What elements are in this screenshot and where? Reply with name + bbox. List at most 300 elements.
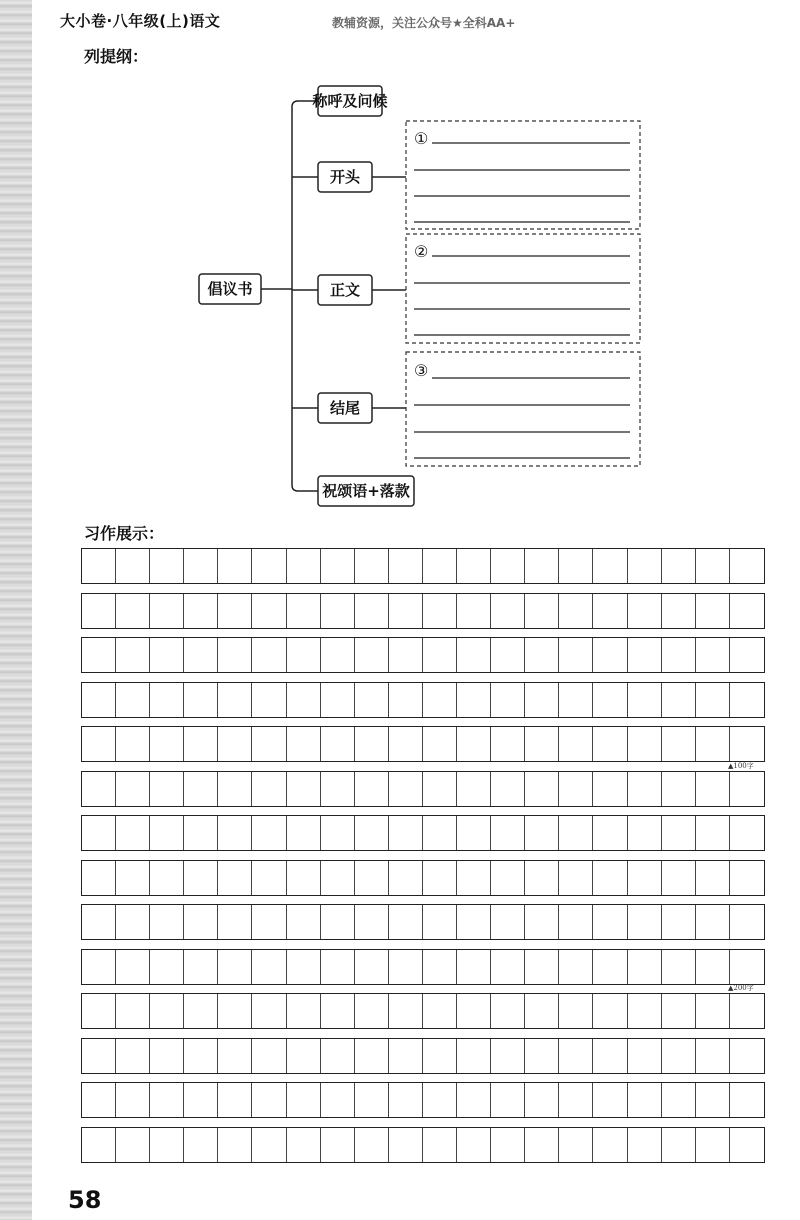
grid-cell[interactable] bbox=[525, 549, 559, 583]
grid-cell[interactable] bbox=[593, 549, 627, 583]
grid-cell[interactable] bbox=[457, 816, 491, 850]
grid-cell[interactable] bbox=[662, 727, 696, 761]
grid-cell[interactable] bbox=[730, 950, 764, 984]
grid-row bbox=[81, 593, 765, 629]
grid-cell[interactable] bbox=[252, 861, 286, 895]
grid-cell[interactable] bbox=[662, 638, 696, 672]
grid-cell[interactable] bbox=[696, 1128, 730, 1162]
grid-cell[interactable] bbox=[662, 683, 696, 717]
grid-cell[interactable] bbox=[491, 638, 525, 672]
grid-cell[interactable] bbox=[491, 950, 525, 984]
grid-cell[interactable] bbox=[457, 994, 491, 1028]
grid-cell[interactable] bbox=[321, 1039, 355, 1073]
grid-cell[interactable] bbox=[559, 905, 593, 939]
grid-cell[interactable] bbox=[321, 1128, 355, 1162]
grid-cell[interactable] bbox=[355, 905, 389, 939]
grid-cell[interactable] bbox=[628, 861, 662, 895]
grid-cell[interactable] bbox=[525, 1128, 559, 1162]
grid-cell[interactable] bbox=[696, 772, 730, 806]
grid-cell[interactable] bbox=[457, 549, 491, 583]
grid-cell[interactable] bbox=[252, 816, 286, 850]
grid-cell[interactable] bbox=[150, 950, 184, 984]
grid-cell[interactable] bbox=[355, 683, 389, 717]
grid-cell[interactable] bbox=[559, 861, 593, 895]
grid-cell[interactable] bbox=[491, 1128, 525, 1162]
grid-cell[interactable] bbox=[355, 816, 389, 850]
grid-cell[interactable] bbox=[287, 905, 321, 939]
grid-cell[interactable] bbox=[287, 816, 321, 850]
grid-cell[interactable] bbox=[389, 816, 423, 850]
grid-cell[interactable] bbox=[184, 594, 218, 628]
grid-cell[interactable] bbox=[423, 549, 457, 583]
grid-cell[interactable] bbox=[116, 683, 150, 717]
word-count-mark-200: ▲200字 bbox=[728, 984, 754, 992]
grid-cell[interactable] bbox=[287, 594, 321, 628]
grid-cell[interactable] bbox=[559, 950, 593, 984]
grid-cell[interactable] bbox=[252, 727, 286, 761]
grid-cell[interactable] bbox=[321, 861, 355, 895]
grid-cell[interactable] bbox=[525, 950, 559, 984]
grid-cell[interactable] bbox=[593, 861, 627, 895]
grid-cell[interactable] bbox=[321, 638, 355, 672]
grid-cell[interactable] bbox=[218, 950, 252, 984]
grid-cell[interactable] bbox=[628, 905, 662, 939]
grid-cell[interactable] bbox=[730, 772, 764, 806]
page-number: 58 bbox=[68, 1186, 102, 1214]
grid-cell[interactable] bbox=[696, 727, 730, 761]
grid-cell[interactable] bbox=[116, 861, 150, 895]
grid-cell[interactable] bbox=[389, 1128, 423, 1162]
grid-cell[interactable] bbox=[491, 905, 525, 939]
grid-cell[interactable] bbox=[628, 950, 662, 984]
answer-box-1 bbox=[406, 121, 640, 229]
grid-cell[interactable] bbox=[593, 1083, 627, 1117]
grid-cell[interactable] bbox=[423, 1128, 457, 1162]
grid-cell[interactable] bbox=[355, 1128, 389, 1162]
grid-cell[interactable] bbox=[82, 549, 116, 583]
grid-cell[interactable] bbox=[662, 594, 696, 628]
grid-cell[interactable] bbox=[491, 1083, 525, 1117]
grid-cell[interactable] bbox=[457, 905, 491, 939]
grid-cell[interactable] bbox=[457, 683, 491, 717]
grid-cell[interactable] bbox=[184, 905, 218, 939]
grid-cell[interactable] bbox=[457, 727, 491, 761]
grid-row bbox=[81, 771, 765, 807]
grid-cell[interactable] bbox=[116, 1083, 150, 1117]
grid-cell[interactable] bbox=[82, 683, 116, 717]
grid-cell[interactable] bbox=[696, 1039, 730, 1073]
grid-cell[interactable] bbox=[696, 994, 730, 1028]
grid-cell[interactable] bbox=[696, 594, 730, 628]
grid-cell[interactable] bbox=[559, 994, 593, 1028]
grid-cell[interactable] bbox=[321, 683, 355, 717]
grid-cell[interactable] bbox=[662, 861, 696, 895]
grid-cell[interactable] bbox=[457, 638, 491, 672]
grid-cell[interactable] bbox=[628, 816, 662, 850]
grid-cell[interactable] bbox=[150, 994, 184, 1028]
grid-cell[interactable] bbox=[628, 772, 662, 806]
grid-cell[interactable] bbox=[525, 861, 559, 895]
grid-cell[interactable] bbox=[287, 950, 321, 984]
grid-cell[interactable] bbox=[525, 816, 559, 850]
grid-cell[interactable] bbox=[252, 905, 286, 939]
grid-cell[interactable] bbox=[184, 816, 218, 850]
grid-cell[interactable] bbox=[150, 638, 184, 672]
grid-cell[interactable] bbox=[355, 861, 389, 895]
branch-node-greeting bbox=[311, 86, 387, 116]
grid-cell[interactable] bbox=[730, 638, 764, 672]
grid-cell[interactable] bbox=[287, 549, 321, 583]
grid-cell[interactable] bbox=[593, 594, 627, 628]
grid-cell[interactable] bbox=[218, 816, 252, 850]
grid-cell[interactable] bbox=[389, 549, 423, 583]
grid-cell[interactable] bbox=[116, 1039, 150, 1073]
grid-cell[interactable] bbox=[82, 816, 116, 850]
grid-cell[interactable] bbox=[525, 1083, 559, 1117]
grid-cell[interactable] bbox=[389, 1083, 423, 1117]
grid-cell[interactable] bbox=[628, 549, 662, 583]
grid-cell[interactable] bbox=[559, 549, 593, 583]
grid-cell[interactable] bbox=[423, 1039, 457, 1073]
grid-cell[interactable] bbox=[184, 727, 218, 761]
grid-cell[interactable] bbox=[184, 950, 218, 984]
grid-cell[interactable] bbox=[150, 1128, 184, 1162]
grid-cell[interactable] bbox=[423, 594, 457, 628]
essay-label: 习作展示： bbox=[84, 524, 165, 543]
branch-label-ending: 结尾 bbox=[329, 399, 361, 417]
grid-cell[interactable] bbox=[696, 816, 730, 850]
grid-cell[interactable] bbox=[184, 1128, 218, 1162]
grid-cell[interactable] bbox=[628, 1083, 662, 1117]
grid-cell[interactable] bbox=[696, 683, 730, 717]
grid-cell[interactable] bbox=[355, 638, 389, 672]
grid-cell[interactable] bbox=[252, 594, 286, 628]
grid-cell[interactable] bbox=[491, 727, 525, 761]
grid-cell[interactable] bbox=[252, 1128, 286, 1162]
grid-cell[interactable] bbox=[730, 1039, 764, 1073]
grid-cell[interactable] bbox=[628, 1128, 662, 1162]
grid-cell[interactable] bbox=[628, 727, 662, 761]
grid-cell[interactable] bbox=[730, 816, 764, 850]
grid-cell[interactable] bbox=[82, 772, 116, 806]
grid-cell[interactable] bbox=[662, 905, 696, 939]
grid-cell[interactable] bbox=[491, 549, 525, 583]
grid-cell[interactable] bbox=[287, 772, 321, 806]
grid-cell[interactable] bbox=[662, 816, 696, 850]
grid-cell[interactable] bbox=[423, 683, 457, 717]
grid-cell[interactable] bbox=[184, 772, 218, 806]
grid-cell[interactable] bbox=[218, 683, 252, 717]
branch-label-body: 正文 bbox=[329, 281, 361, 299]
grid-cell[interactable] bbox=[525, 1039, 559, 1073]
grid-cell[interactable] bbox=[730, 1083, 764, 1117]
grid-cell[interactable] bbox=[423, 994, 457, 1028]
grid-cell[interactable] bbox=[559, 727, 593, 761]
grid-cell[interactable] bbox=[116, 772, 150, 806]
grid-cell[interactable] bbox=[287, 861, 321, 895]
grid-cell[interactable] bbox=[696, 861, 730, 895]
grid-cell[interactable] bbox=[355, 549, 389, 583]
grid-cell[interactable] bbox=[82, 638, 116, 672]
grid-cell[interactable] bbox=[593, 638, 627, 672]
grid-cell[interactable] bbox=[321, 594, 355, 628]
grid-cell[interactable] bbox=[696, 638, 730, 672]
grid-cell[interactable] bbox=[389, 950, 423, 984]
grid-cell[interactable] bbox=[184, 1039, 218, 1073]
grid-cell[interactable] bbox=[218, 1039, 252, 1073]
grid-cell[interactable] bbox=[525, 683, 559, 717]
grid-cell[interactable] bbox=[116, 727, 150, 761]
grid-cell[interactable] bbox=[628, 1039, 662, 1073]
grid-cell[interactable] bbox=[252, 683, 286, 717]
grid-cell[interactable] bbox=[150, 1083, 184, 1117]
grid-cell[interactable] bbox=[150, 861, 184, 895]
grid-cell[interactable] bbox=[252, 549, 286, 583]
grid-cell[interactable] bbox=[593, 905, 627, 939]
grid-cell[interactable] bbox=[423, 861, 457, 895]
grid-cell[interactable] bbox=[628, 683, 662, 717]
grid-cell[interactable] bbox=[525, 594, 559, 628]
grid-cell[interactable] bbox=[150, 905, 184, 939]
grid-cell[interactable] bbox=[218, 994, 252, 1028]
grid-cell[interactable] bbox=[525, 727, 559, 761]
grid-cell[interactable] bbox=[252, 950, 286, 984]
grid-cell[interactable] bbox=[287, 727, 321, 761]
grid-cell[interactable] bbox=[184, 861, 218, 895]
grid-cell[interactable] bbox=[423, 772, 457, 806]
grid-cell[interactable] bbox=[150, 727, 184, 761]
grid-cell[interactable] bbox=[321, 549, 355, 583]
grid-cell[interactable] bbox=[593, 772, 627, 806]
grid-cell[interactable] bbox=[491, 861, 525, 895]
grid-cell[interactable] bbox=[696, 549, 730, 583]
grid-cell[interactable] bbox=[423, 905, 457, 939]
grid-cell[interactable] bbox=[559, 1039, 593, 1073]
grid-cell[interactable] bbox=[150, 683, 184, 717]
grid-cell[interactable] bbox=[525, 905, 559, 939]
grid-cell[interactable] bbox=[696, 905, 730, 939]
grid-cell[interactable] bbox=[491, 816, 525, 850]
grid-cell[interactable] bbox=[355, 1083, 389, 1117]
grid-cell[interactable] bbox=[525, 994, 559, 1028]
grid-cell[interactable] bbox=[355, 594, 389, 628]
grid-cell[interactable] bbox=[218, 905, 252, 939]
grid-cell[interactable] bbox=[116, 905, 150, 939]
grid-cell[interactable] bbox=[389, 861, 423, 895]
grid-cell[interactable] bbox=[662, 950, 696, 984]
grid-cell[interactable] bbox=[423, 950, 457, 984]
grid-row bbox=[81, 682, 765, 718]
grid-cell[interactable] bbox=[559, 594, 593, 628]
grid-cell[interactable] bbox=[287, 1128, 321, 1162]
grid-cell[interactable] bbox=[628, 994, 662, 1028]
grid-cell[interactable] bbox=[593, 1128, 627, 1162]
grid-cell[interactable] bbox=[82, 905, 116, 939]
grid-cell[interactable] bbox=[491, 594, 525, 628]
grid-cell[interactable] bbox=[321, 1083, 355, 1117]
grid-cell[interactable] bbox=[593, 816, 627, 850]
grid-cell[interactable] bbox=[321, 727, 355, 761]
grid-cell[interactable] bbox=[389, 638, 423, 672]
grid-cell[interactable] bbox=[82, 727, 116, 761]
grid-row bbox=[81, 1082, 765, 1118]
grid-cell[interactable] bbox=[184, 1083, 218, 1117]
grid-cell[interactable] bbox=[82, 594, 116, 628]
grid-cell[interactable] bbox=[82, 861, 116, 895]
grid-cell[interactable] bbox=[150, 549, 184, 583]
grid-cell[interactable] bbox=[457, 772, 491, 806]
grid-cell[interactable] bbox=[457, 1128, 491, 1162]
grid-cell[interactable] bbox=[355, 772, 389, 806]
grid-cell[interactable] bbox=[593, 950, 627, 984]
grid-cell[interactable] bbox=[252, 772, 286, 806]
grid-cell[interactable] bbox=[218, 549, 252, 583]
grid-cell[interactable] bbox=[593, 994, 627, 1028]
grid-cell[interactable] bbox=[116, 549, 150, 583]
grid-cell[interactable] bbox=[491, 1039, 525, 1073]
grid-cell[interactable] bbox=[696, 950, 730, 984]
grid-cell[interactable] bbox=[218, 1083, 252, 1117]
grid-cell[interactable] bbox=[457, 1039, 491, 1073]
answer-box-2 bbox=[406, 234, 640, 343]
grid-cell[interactable] bbox=[218, 638, 252, 672]
grid-cell[interactable] bbox=[662, 1128, 696, 1162]
grid-row bbox=[81, 860, 765, 896]
grid-cell[interactable] bbox=[457, 861, 491, 895]
grid-cell[interactable] bbox=[252, 994, 286, 1028]
grid-cell[interactable] bbox=[559, 816, 593, 850]
grid-cell[interactable] bbox=[252, 1039, 286, 1073]
grid-cell[interactable] bbox=[184, 994, 218, 1028]
grid-cell[interactable] bbox=[389, 905, 423, 939]
grid-cell[interactable] bbox=[696, 1083, 730, 1117]
grid-cell[interactable] bbox=[218, 727, 252, 761]
grid-cell[interactable] bbox=[457, 1083, 491, 1117]
grid-cell[interactable] bbox=[184, 549, 218, 583]
grid-cell[interactable] bbox=[389, 727, 423, 761]
grid-cell[interactable] bbox=[116, 594, 150, 628]
grid-cell[interactable] bbox=[82, 1128, 116, 1162]
grid-cell[interactable] bbox=[423, 1083, 457, 1117]
grid-cell[interactable] bbox=[150, 1039, 184, 1073]
grid-cell[interactable] bbox=[252, 1083, 286, 1117]
grid-cell[interactable] bbox=[525, 772, 559, 806]
grid-cell[interactable] bbox=[355, 1039, 389, 1073]
grid-cell[interactable] bbox=[491, 683, 525, 717]
grid-cell[interactable] bbox=[423, 727, 457, 761]
grid-cell[interactable] bbox=[287, 1039, 321, 1073]
grid-cell[interactable] bbox=[218, 1128, 252, 1162]
grid-cell[interactable] bbox=[355, 950, 389, 984]
grid-cell[interactable] bbox=[559, 1128, 593, 1162]
grid-cell[interactable] bbox=[287, 683, 321, 717]
grid-cell[interactable] bbox=[525, 638, 559, 672]
branch-label-closing: 祝颂语+落款 bbox=[322, 482, 410, 500]
grid-cell[interactable] bbox=[559, 683, 593, 717]
grid-cell[interactable] bbox=[491, 994, 525, 1028]
grid-cell[interactable] bbox=[252, 638, 286, 672]
grid-cell[interactable] bbox=[730, 727, 764, 761]
grid-cell[interactable] bbox=[287, 638, 321, 672]
grid-cell[interactable] bbox=[116, 816, 150, 850]
grid-cell[interactable] bbox=[628, 594, 662, 628]
grid-cell[interactable] bbox=[82, 950, 116, 984]
grid-row bbox=[81, 904, 765, 940]
grid-cell[interactable] bbox=[116, 994, 150, 1028]
grid-cell[interactable] bbox=[662, 1083, 696, 1117]
grid-cell[interactable] bbox=[593, 727, 627, 761]
grid-cell[interactable] bbox=[82, 1083, 116, 1117]
grid-cell[interactable] bbox=[457, 594, 491, 628]
grid-cell[interactable] bbox=[491, 772, 525, 806]
grid-cell[interactable] bbox=[628, 638, 662, 672]
grid-cell[interactable] bbox=[321, 905, 355, 939]
grid-cell[interactable] bbox=[321, 994, 355, 1028]
grid-cell[interactable] bbox=[116, 1128, 150, 1162]
grid-cell[interactable] bbox=[218, 772, 252, 806]
grid-cell[interactable] bbox=[150, 594, 184, 628]
grid-cell[interactable] bbox=[730, 1128, 764, 1162]
grid-cell[interactable] bbox=[662, 549, 696, 583]
grid-cell[interactable] bbox=[184, 683, 218, 717]
grid-cell[interactable] bbox=[82, 1039, 116, 1073]
grid-cell[interactable] bbox=[150, 816, 184, 850]
grid-cell[interactable] bbox=[662, 1039, 696, 1073]
grid-cell[interactable] bbox=[184, 638, 218, 672]
grid-cell[interactable] bbox=[321, 772, 355, 806]
grid-cell[interactable] bbox=[559, 638, 593, 672]
grid-cell[interactable] bbox=[389, 683, 423, 717]
grid-cell[interactable] bbox=[730, 861, 764, 895]
word-count-mark-100: ▲100字 bbox=[728, 762, 754, 770]
grid-cell[interactable] bbox=[730, 994, 764, 1028]
branch-label-opening: 开头 bbox=[329, 168, 361, 186]
grid-cell[interactable] bbox=[559, 772, 593, 806]
grid-cell[interactable] bbox=[287, 994, 321, 1028]
blank-number-1: ① bbox=[414, 129, 429, 148]
grid-cell[interactable] bbox=[321, 950, 355, 984]
grid-cell[interactable] bbox=[457, 950, 491, 984]
grid-cell[interactable] bbox=[559, 1083, 593, 1117]
grid-cell[interactable] bbox=[389, 994, 423, 1028]
grid-cell[interactable] bbox=[82, 994, 116, 1028]
grid-cell[interactable] bbox=[662, 994, 696, 1028]
grid-cell[interactable] bbox=[218, 594, 252, 628]
branch-label-greeting: 称呼及问候 bbox=[312, 92, 388, 110]
grid-cell[interactable] bbox=[389, 594, 423, 628]
grid-cell[interactable] bbox=[593, 683, 627, 717]
grid-cell[interactable] bbox=[423, 638, 457, 672]
grid-cell[interactable] bbox=[389, 1039, 423, 1073]
grid-cell[interactable] bbox=[662, 772, 696, 806]
grid-cell[interactable] bbox=[389, 772, 423, 806]
grid-cell[interactable] bbox=[218, 861, 252, 895]
grid-cell[interactable] bbox=[116, 638, 150, 672]
grid-cell[interactable] bbox=[593, 1039, 627, 1073]
blank-number-2: ② bbox=[414, 242, 429, 261]
grid-cell[interactable] bbox=[730, 549, 764, 583]
grid-cell[interactable] bbox=[730, 594, 764, 628]
grid-cell[interactable] bbox=[423, 816, 457, 850]
grid-cell[interactable] bbox=[730, 683, 764, 717]
grid-cell[interactable] bbox=[321, 816, 355, 850]
grid-cell[interactable] bbox=[287, 1083, 321, 1117]
grid-cell[interactable] bbox=[355, 727, 389, 761]
grid-cell[interactable] bbox=[355, 994, 389, 1028]
grid-cell[interactable] bbox=[116, 950, 150, 984]
grid-cell[interactable] bbox=[730, 905, 764, 939]
grid-cell[interactable] bbox=[150, 772, 184, 806]
